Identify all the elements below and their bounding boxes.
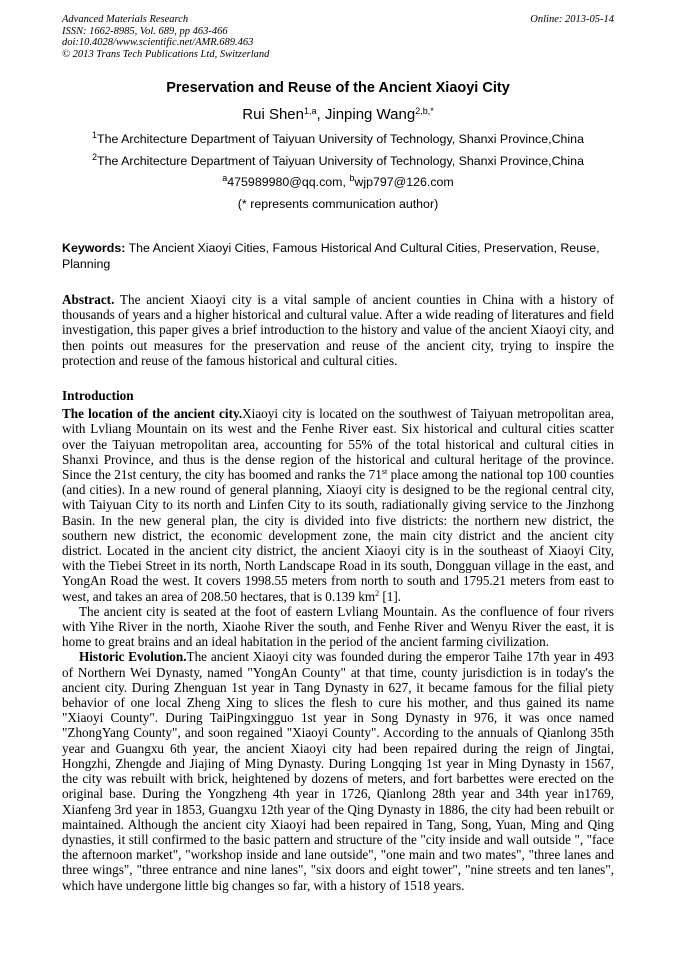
section-heading-introduction: Introduction [62,388,134,404]
keywords [62,241,614,272]
affiliation-2-sup: 2 [92,151,98,162]
paragraph-location [62,406,614,604]
author-line [62,105,614,125]
journal-copyright: © 2013 Trans Tech Publications Ltd, Switzerland [62,48,270,60]
abstract [62,292,614,368]
affiliation-1-text: The Architecture Department of Taiyuan University of Technology, Shanxi Province,China [97,132,584,146]
corresponding-note: (* represents communication author) [237,196,439,211]
author-2-sup: 2,b,* [415,106,434,116]
journal-doi: doi:10.4028/www.scientific.net/AMR.689.463 [62,37,254,48]
keywords-label: Keywords: [62,241,126,255]
location-label: The location of the ancient city. [62,406,243,422]
online-date: Online: 2013-05-14 [530,14,614,25]
email-b-sup: b [349,173,355,183]
paper-title: Preservation and Reuse of the Ancient Xiaoyi City [166,80,510,96]
author-separator: , [316,106,325,123]
email-a-sup: a [222,173,228,183]
keywords-text: The Ancient Xiaoyi Cities, Famous Historical And Cultural Cities, Preservation, Reuse, Planning [62,241,600,271]
author-1-name: Rui Shen [242,106,304,123]
history-text: The ancient Xiaoyi city was founded during the emperor Taihe 17th year in 493 of Northern Wei Dynasty, named "YongAn County" at that time, county jurisdiction is in today's the ancient city. During Zhenguan 1st year in Tang Dynasty in 627, it became famous for the filial piety behavior of one local Zheng Xing to slices the flesh to cure his mother, and thus gained its name "Xiaoyi County". During TaiPingxingguo 1st year in Song Dynasty in 976, it was once named "ZhongYang County", and soon regained "Xiaoyi County". According to the annuals of Qianlong 35th year and Guangxu 6th year, the ancient Xiaoyi city had been repaired during the reign of Jingtai, Hongzhi, Zhengde and Jiajing of Ming Dynasty. During Longqing 1st year in Ming Dynasty in 1567, the city was rebuilt with brick, heightened by dozens of meters, and fort barbettes were erected on the original base. During the Yongzheng 4th year in 1726, Qianlong 28th year and 34th year in1769, Xianfeng 3rd year in 1853, Guangxu 12th year of the Qing Dynasty in 1886, the city had been rebuilt or maintained. Although the ancient city Xiaoyi had been repaired in Tang, Song, Yuan, Ming and Qing dynasties, it still confirmed to the basic pattern and structure of the "city inside and wall outside ", "face the afternoon market", "workshop inside and lane outside", "one main and two mates", "three lanes and three wings", "three entrance and nine lanes", "six doors and eight tower", "nine streets and ten lanes", which have undergone little big changes so far, with a history of 1518 years. [62,649,615,893]
abstract-text: The ancient Xiaoyi city is a vital sample of ancient counties in China with a history of thousands of years and a higher historical and cultural value. After a wide reading of literatures and field investigation, this paper gives a brief introduction to the history and value of the ancient Xiaoyi city, and then points out measures for the preservation and reuse of the ancient city, trying to inspire the protection and reuse of the famous historical and cultural cities. [62,292,614,368]
location-text-a: Xiaoyi city is located on the southwest of Taiyuan metropolitan area, with Lvliang Mountain on its west and the Fenhe River east. Six historical and cultural cities scatter over the Taiyuan metropolitan area, accounting for 55% of the total historical and cultural cities in Shanxi Province, and thus is the dense region of the historical and cultural heritage of the province. Since the 21st century, the city has boomed and ranks the 71 [62,406,614,483]
journal-issn: ISSN: 1662-8985, Vol. 689, pp 463-466 [62,25,228,37]
paper-page [62,14,614,893]
affiliation-1-sup: 1 [92,130,98,140]
affiliation-1 [62,129,614,151]
history-label: Historic Evolution. [79,649,187,665]
affiliation-2 [62,151,614,173]
paragraph-rivers: The ancient city is seated at the foot of eastern Lvliang Mountain. As the confluence of four rivers with Yihe River in the north, Xiaohe River the south, and Fenhe River and Wenyu River the east, it is home to great brains and an ideal habitation in the period of the ancient farming civilization. [62,603,614,650]
location-text-c: [1]. [379,588,402,604]
author-2-name: Jinping Wang [324,106,416,123]
location-text-b: place among the national top 100 counties (and cities). In a new round of general planning, Xiaoyi city is designed to be the regional central city, with Taiyuan City to its north and Linfen City to its south, radiationally giving service to the Jinzhong Basin. In the new general plan, the city is divided into five districts: the northern new district, the southern new district, the economic development zone, the main city district and the ancient city district. Located in the ancient city district, the ancient Xiaoyi city is in the southeast of Xiaoyi City, with the Tiebei Street in its north, North Landscape Road in its south, Dongguan village in the east, and YongAn Road the west. It covers 1998.55 meters from north to south and 1795.21 meters from east to west, and takes an area of 208.50 hectares, that is 0.139 km [62,467,614,604]
journal-name: Advanced Materials Research [62,14,189,25]
ordinal-sup: st [381,467,388,477]
email-a: 475989980@qq.com, [227,175,350,189]
abstract-label: Abstract. [62,292,115,307]
paragraph-history [62,649,614,892]
journal-header [62,14,614,60]
email-b: wjp797@126.com [354,175,454,189]
email-line [62,172,614,194]
km-squared-sup: 2 [375,588,380,598]
affiliation-2-text: The Architecture Department of Taiyuan University of Technology, Shanxi Province,China [97,153,584,168]
author-1-sup: 1,a [304,106,317,116]
